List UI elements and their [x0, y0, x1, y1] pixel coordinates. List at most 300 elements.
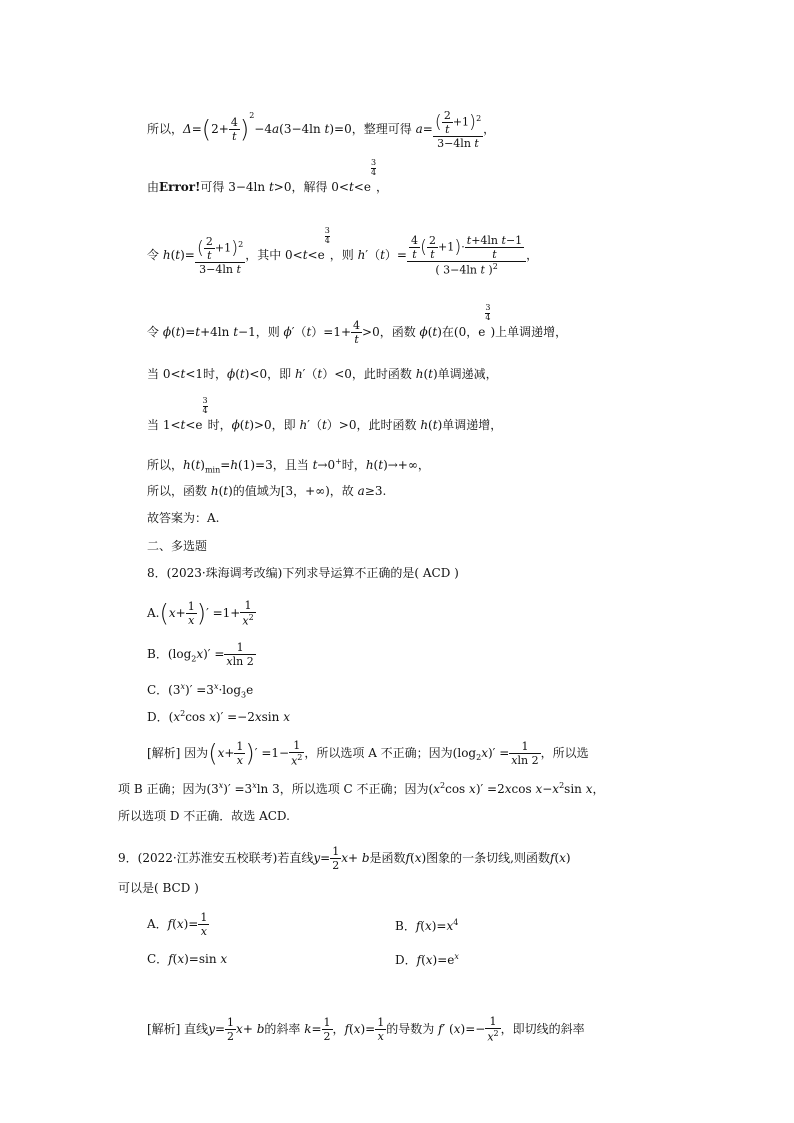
denominator: x	[236, 753, 244, 767]
text: cos	[445, 782, 470, 796]
text: B．(log	[147, 647, 192, 661]
text: sin	[564, 782, 586, 796]
text: )单调递减，	[433, 367, 498, 381]
text: )=	[360, 1021, 376, 1036]
text: ′（	[302, 367, 318, 381]
q8-option-c	[147, 683, 253, 699]
text: +1	[438, 240, 455, 254]
fraction	[330, 846, 341, 871]
exponent	[325, 227, 330, 246]
text: h	[210, 484, 219, 498]
text: ，则	[329, 247, 358, 262]
text: (	[171, 325, 176, 339]
text: ′（	[307, 417, 322, 432]
text: ln 2	[232, 655, 254, 668]
superscript: x	[252, 781, 257, 790]
text: t	[195, 325, 201, 339]
numerator: 1	[377, 1015, 385, 1029]
text: )	[484, 263, 493, 277]
denominator: t	[232, 130, 237, 143]
text: x	[176, 917, 184, 931]
text: ）=	[384, 247, 407, 262]
text: 令	[147, 325, 163, 339]
text: t	[312, 458, 318, 472]
superscript: x	[454, 952, 459, 961]
fraction	[289, 740, 304, 767]
fraction	[351, 320, 362, 345]
text: =	[220, 458, 231, 472]
text: (	[554, 851, 560, 865]
text: −1，则	[238, 325, 284, 339]
text: ，	[376, 179, 389, 194]
text: ′（	[291, 325, 307, 339]
text: )<0，即	[244, 367, 295, 381]
text: h	[299, 417, 308, 432]
text: ′ (	[442, 1021, 454, 1036]
text: h	[420, 417, 429, 432]
text: >0，函数	[362, 325, 420, 339]
denominator: t	[430, 248, 435, 261]
q9-option-a	[147, 912, 209, 937]
fraction	[322, 1017, 333, 1042]
text: ·log	[218, 683, 242, 697]
text: x	[585, 782, 593, 796]
text: x	[242, 614, 249, 628]
text: t	[501, 234, 506, 247]
text: e	[246, 683, 254, 697]
text: x	[226, 655, 233, 668]
text: f	[438, 1021, 443, 1036]
text: 3−4ln	[199, 262, 237, 276]
text: (	[373, 458, 379, 472]
numerator: 1	[227, 1015, 235, 1029]
fraction	[409, 235, 420, 260]
numerator: 1	[240, 600, 255, 613]
text: =	[191, 122, 202, 136]
text: (	[235, 367, 240, 381]
text: x	[469, 782, 476, 796]
fraction	[229, 117, 240, 142]
text: ）=1+	[311, 325, 352, 339]
text: )′ =3	[223, 782, 253, 796]
text: (	[421, 953, 426, 967]
text: )	[200, 458, 205, 472]
fraction	[407, 235, 526, 276]
text: 所以，	[147, 122, 184, 136]
text: )>0，即	[249, 417, 300, 432]
text: <e	[185, 417, 203, 432]
text: ，	[483, 122, 496, 136]
text: ，其中 0<	[245, 247, 303, 262]
text: 9．(2022·江苏淮安五校联考)若直线	[118, 851, 314, 865]
text: )=−	[460, 1021, 486, 1036]
fraction	[509, 741, 540, 766]
fraction	[224, 642, 255, 667]
answer-line: 故答案为：A.	[147, 511, 220, 525]
superscript: x	[213, 682, 219, 691]
text: y	[313, 851, 321, 865]
text: x	[446, 919, 454, 933]
text: −4	[254, 122, 272, 136]
text: 可得 3−4ln	[200, 179, 269, 194]
paren: )	[469, 111, 477, 133]
exponent	[485, 304, 490, 323]
text: )图象的一条切线,则函数	[421, 851, 550, 865]
denominator: x	[188, 613, 195, 627]
text: )=	[180, 325, 196, 339]
text: t	[324, 122, 330, 136]
text: t	[306, 325, 312, 339]
text: ϕ	[419, 325, 428, 339]
text: ( 3−4ln	[435, 263, 481, 277]
text: 4	[202, 405, 208, 415]
text: +4ln	[471, 234, 502, 247]
numerator: 1	[200, 911, 208, 924]
text: x	[453, 1021, 461, 1036]
q8-option-b	[147, 642, 256, 667]
text: f	[168, 952, 173, 966]
numerator: 1	[332, 845, 340, 858]
text: x	[177, 952, 185, 966]
text: <e	[353, 179, 371, 194]
text: =	[422, 122, 433, 136]
text: (	[420, 919, 425, 933]
numerator: 4	[230, 116, 238, 129]
text: 4	[485, 313, 491, 322]
text: 时，	[207, 417, 232, 432]
subscript: 2	[476, 753, 482, 763]
text: )=	[180, 247, 195, 262]
text: 所以，	[147, 458, 184, 472]
paren: (	[208, 739, 218, 768]
denominator	[289, 753, 304, 767]
text: h	[365, 458, 374, 472]
text: )′ =2	[475, 782, 505, 796]
paren: (	[196, 237, 204, 259]
text: +	[224, 745, 235, 760]
text: ，即切线的斜率	[500, 1021, 585, 1036]
text: +1	[214, 241, 232, 255]
exponent: 2	[249, 111, 255, 120]
q8-option-a	[147, 600, 256, 627]
text: b	[256, 1021, 265, 1036]
text: 3	[202, 396, 208, 405]
text: t	[233, 325, 239, 339]
text: =	[214, 1021, 226, 1036]
text: >0，解得 0<	[273, 179, 349, 194]
numerator	[465, 235, 524, 248]
denominator	[224, 655, 255, 667]
superscript: 2	[180, 709, 186, 718]
text: <1时，	[185, 367, 228, 381]
text: t	[321, 417, 327, 432]
text: t	[223, 484, 229, 498]
denominator: 2	[323, 1029, 331, 1043]
superscript: 2	[440, 781, 446, 790]
paren: )	[454, 236, 462, 258]
solution-line-5	[147, 368, 498, 380]
fraction	[198, 912, 209, 937]
text: t	[378, 458, 384, 472]
text: )′ =−2	[215, 710, 255, 724]
numerator: 1	[485, 1016, 500, 1029]
solution-line-4	[147, 303, 568, 346]
q9-stem-line-2: 可以是( BCD )	[118, 881, 199, 895]
text: a	[415, 122, 423, 136]
text: t	[432, 325, 438, 339]
text: (	[349, 1021, 354, 1036]
text: −	[542, 782, 553, 796]
text: →0	[317, 458, 336, 472]
numerator	[433, 110, 483, 137]
text: (3−4ln	[279, 122, 325, 136]
text: x	[425, 953, 433, 967]
text: (	[172, 917, 177, 931]
text: t	[302, 247, 308, 262]
text: 3	[370, 158, 377, 167]
subscript: 2	[191, 654, 197, 664]
q9-solution-line	[147, 1016, 585, 1043]
fraction	[442, 110, 453, 135]
text: ，	[332, 1021, 345, 1036]
text: )′ =	[488, 745, 510, 760]
text: [解析] 因为	[147, 745, 209, 760]
q9-option-c	[147, 953, 227, 965]
text: f	[405, 851, 411, 865]
error-marker: Error!	[159, 179, 201, 194]
text: =	[320, 851, 331, 865]
denominator	[407, 262, 526, 276]
exponent	[371, 159, 376, 178]
text: cos	[511, 782, 536, 796]
text: +4ln	[200, 325, 234, 339]
exponent: 2	[493, 1029, 499, 1038]
text: x	[283, 710, 290, 724]
text: t	[180, 417, 186, 432]
text: t	[175, 325, 181, 339]
text: )在(0，e	[437, 325, 486, 339]
text: +	[175, 605, 186, 620]
solution-line-2	[147, 158, 389, 194]
denominator	[509, 754, 540, 766]
text: (	[190, 458, 196, 472]
solution-line-7	[147, 458, 430, 474]
paren: (	[201, 115, 212, 144]
text: A.	[147, 605, 160, 620]
text: ′（	[365, 247, 381, 262]
text: t	[180, 367, 186, 381]
text: x	[353, 1021, 361, 1036]
text: x	[414, 851, 422, 865]
solution-line-3	[147, 226, 539, 277]
solution-line-1	[147, 110, 495, 149]
paren: )	[245, 739, 255, 768]
text: x	[291, 754, 298, 768]
text: x	[168, 605, 176, 620]
text: t	[474, 137, 479, 150]
q8-option-d	[147, 710, 290, 723]
text: x	[341, 851, 348, 865]
text: ）<0，此时函数	[322, 367, 416, 381]
superscript: +	[335, 457, 342, 466]
text: A．	[147, 917, 168, 931]
text: f	[167, 917, 173, 931]
denominator	[240, 613, 255, 627]
paren: (	[434, 111, 442, 133]
text: 项 B 正确；因为(3	[118, 782, 219, 796]
text: x	[220, 952, 228, 966]
text: x	[511, 753, 518, 767]
text: t	[239, 367, 245, 381]
text: (	[428, 417, 433, 432]
fraction	[240, 600, 255, 627]
text: (	[410, 851, 415, 865]
text: a	[272, 122, 280, 136]
text: x	[504, 782, 512, 796]
text: t	[480, 263, 485, 277]
numerator: 1	[224, 642, 255, 655]
fraction	[186, 601, 197, 626]
text: 所以，函数	[147, 484, 211, 498]
fraction	[433, 110, 483, 149]
text: C．	[147, 952, 169, 966]
text: x	[552, 782, 560, 796]
text: ）>0，此时函数	[326, 417, 421, 432]
text: t	[466, 234, 472, 247]
q8-solution-line-2	[118, 782, 605, 795]
fraction	[465, 235, 524, 260]
text: t	[428, 367, 433, 381]
text: 是函数	[369, 851, 406, 865]
denominator: 2	[227, 1029, 235, 1043]
exponent: 2	[238, 239, 244, 249]
text: x	[487, 1030, 494, 1044]
text: 令	[147, 247, 163, 262]
fraction	[195, 236, 245, 275]
text: t	[195, 458, 201, 472]
denominator	[485, 1029, 500, 1043]
q8-stem: 8．(2023·珠海调考改编)下列求导运算不正确的是( ACD )	[147, 566, 459, 580]
numerator	[407, 235, 526, 262]
fraction	[375, 1017, 386, 1042]
text: h	[415, 367, 424, 381]
superscript: x	[218, 781, 224, 790]
text: x	[481, 745, 488, 760]
paren: )	[231, 237, 239, 259]
exponent: 2	[492, 262, 498, 271]
text: x	[173, 710, 181, 724]
fraction	[427, 235, 438, 260]
text: x	[254, 710, 262, 724]
q9-stem-line-1	[118, 846, 571, 871]
text: 时，	[341, 458, 366, 472]
text: x	[209, 710, 216, 724]
fraction	[485, 1016, 500, 1043]
text: (1)=3，且当	[238, 458, 313, 472]
text: x	[424, 919, 432, 933]
text: )′ =	[203, 647, 225, 661]
text: x	[535, 782, 543, 796]
text: x	[217, 745, 225, 760]
text: ′ =1−	[254, 745, 290, 760]
denominator: 2	[332, 859, 340, 872]
text: 的导数为	[386, 1021, 439, 1036]
numerator: 2	[429, 234, 437, 247]
paren: (	[159, 599, 169, 628]
text: f	[415, 919, 421, 933]
denominator: t	[492, 248, 497, 261]
q9-option-b	[395, 919, 458, 932]
text: )	[565, 851, 571, 865]
denominator: t	[412, 248, 417, 261]
q9-option-d	[395, 953, 459, 966]
text: x	[559, 851, 566, 865]
text: 3	[485, 303, 491, 313]
text: t	[268, 179, 274, 194]
text: )单调递增，	[437, 417, 503, 432]
text: f	[549, 851, 555, 865]
text: ϕ	[227, 367, 236, 381]
text: x	[236, 1021, 243, 1036]
text: ，所以选	[540, 745, 589, 760]
superscript: x	[180, 682, 186, 691]
text: ，	[526, 247, 539, 262]
text: f	[344, 1021, 350, 1036]
text: +	[347, 851, 362, 865]
text: x	[196, 647, 204, 661]
subscript: 3	[241, 690, 247, 700]
text: ϕ	[283, 325, 292, 339]
numerator: 1	[236, 739, 244, 753]
denominator: x	[377, 1029, 384, 1043]
text: )=e	[432, 953, 455, 967]
text: t	[175, 247, 181, 262]
text: +1	[452, 115, 470, 129]
paren: )	[239, 115, 250, 144]
superscript: 4	[453, 918, 459, 927]
text: (	[170, 247, 176, 262]
text: [解析] 直线	[147, 1021, 209, 1036]
superscript: 2	[559, 781, 565, 790]
text: 当 1<	[147, 417, 181, 432]
paren: )	[196, 599, 207, 628]
text: ′ =1+	[206, 605, 241, 620]
text: sin	[261, 710, 284, 724]
text: B．	[395, 919, 416, 933]
exponent	[203, 397, 208, 416]
numerator: 1	[509, 741, 540, 754]
text: <e	[307, 247, 325, 262]
text: )→+∞，	[383, 458, 430, 472]
text: )=	[431, 919, 447, 933]
text: (	[239, 417, 245, 432]
text: )′ =3	[185, 683, 214, 697]
text: 4	[370, 167, 377, 177]
text: h	[162, 247, 171, 262]
text: k	[304, 1021, 312, 1036]
text: ≥3.	[364, 484, 387, 498]
text: )=0，整理可得	[329, 122, 416, 136]
text: ϕ	[231, 417, 240, 432]
text: )上单调递增，	[490, 325, 568, 339]
solution-line-8	[147, 485, 386, 497]
text: 的斜率	[264, 1021, 305, 1036]
text: (	[218, 484, 224, 498]
text: ·	[461, 240, 465, 254]
text: 3−4ln	[437, 137, 475, 150]
text: )的值域为[3，+∞)，故	[228, 484, 358, 498]
text: (	[172, 952, 178, 966]
